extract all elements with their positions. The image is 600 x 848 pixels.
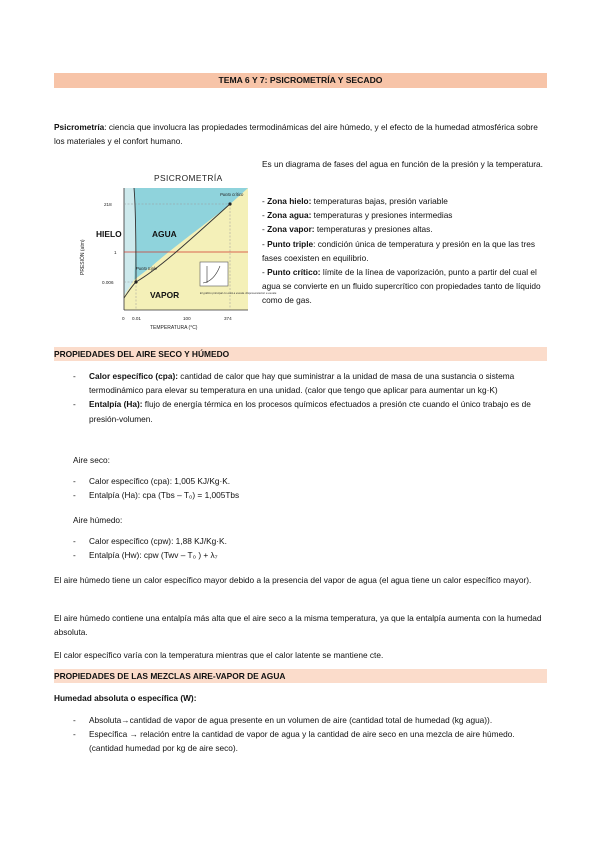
inset-note: El gráfico principal no está a escala. Representación a escala [200,291,277,295]
humid-air-item: - Entalpía (Hw): cpw (Twv – T₀ ) + λ₇ [73,548,543,562]
phase-item-triple: - Punto triple: condición única de temperatura y presión en la que las tres fases coexisten en equilibrio. [262,238,536,263]
paragraph-3: El calor específico varía con la temperatura mientras que el calor latente se mantiene cte. [54,650,384,660]
paragraph-2: El aire húmedo contiene una entalpía más alta que el aire seco a la misma temperatura, ya que la entalpía aumenta con la humedad absoluta. [54,613,542,638]
intro-paragraph [54,120,549,148]
y-axis-label: PRESIÓN (atm) [80,239,86,275]
section2-subheading: Humedad absoluta o específica (W): [54,693,197,703]
x-axis-label: TEMPERATURA (°C) [150,325,198,331]
section1-heading: PROPIEDADES DEL AIRE SECO Y HÚMEDO [54,347,547,361]
phase-list [262,194,549,308]
item-calor-especifico: - Calor específico (cpa): cantidad de calor que hay que suministrar a la unidad de masa de una sustancia o sistema termodinámico para elevar su temperatura en una unidad. (calor que tengo que aplicar para aumentar un kg·K) [73,369,543,397]
x-tick-0: 0 [122,316,125,321]
x-tick-001: 0.01 [132,316,141,321]
humid-air-label: Aire húmedo: [73,515,123,525]
humid-air-list [73,534,543,562]
diagram-title: PSICROMETRÍA [154,173,223,183]
paragraph-1: El aire húmedo tiene un calor específico mayor debido a la presencia del vapor de agua (el agua tiene un calor específico mayor). [54,575,532,585]
dry-air-label: Aire seco: [73,455,110,465]
y-tick-218: 218 [104,202,112,207]
phase-item-vapor: - Zona vapor: temperaturas y presiones altas. [262,224,433,235]
section1-list [73,369,543,426]
critical-point-label: Punto crítico [220,192,244,197]
phase-item-water: - Zona agua: temperaturas y presiones intermedias [262,210,453,221]
phase-item-ice: - Zona hielo: temperaturas bajas, presión variable [262,196,448,206]
humid-air-item: - Calor específico (cpw): 1,88 KJ/Kg·K. [73,534,543,548]
y-tick-0006: 0.006 [102,280,114,285]
critical-point-marker [228,202,231,205]
region-label-water: AGUA [152,229,177,239]
humidity-item-specific: - Específica → relación entre la cantidad de vapor de agua y la cantidad de aire seco en una mezcla de aire húmedo. (cantidad humedad por kg de aire seco). [73,727,543,755]
phase-diagram [70,170,277,332]
humidity-item-absolute: - Absoluta→cantidad de vapor de agua presente en un volumen de aire (cantidad total de humedad (kg agua)). [73,713,543,727]
dry-air-item: - Entalpía (Ha): cpa (Tbs – T₀) = 1,005Tbs [73,488,543,502]
intro-term: Psicrometría [54,122,105,132]
section2-heading: PROPIEDADES DE LAS MEZCLAS AIRE-VAPOR DE AGUA [54,669,547,683]
phase-intro: Es un diagrama de fases del agua en función de la presión y la temperatura. [262,159,543,169]
inset-box [200,262,228,286]
intro-text: : ciencia que involucra las propiedades termodinámicas del aire húmedo, y el efecto de la humedad atmosférica sobre los materiales y el confort humano. [54,122,538,147]
page-title: TEMA 6 Y 7: PSICROMETRÍA Y SECADO [54,73,547,88]
item-entalpia: - Entalpía (Ha): flujo de energía térmica en los procesos químicos efectuados a presión cte cuando el único trabajo es de presión-volumen. [73,397,543,425]
dry-air-item: - Calor específico (cpa): 1,005 KJ/Kg·K. [73,474,543,488]
phase-item-critical: - Punto crítico: límite de la línea de vaporización, punto a partir del cual el agua se convierte en un fluido supercrítico con propiedades tanto de líquido como de gas. [262,267,541,306]
region-label-vapor: VAPOR [150,290,180,300]
triple-point-label: Punto triple [136,266,158,271]
y-tick-1: 1 [114,250,117,255]
triple-point-marker [134,280,137,283]
x-tick-374: 374 [224,316,232,321]
region-label-ice: HIELO [96,229,122,239]
section2-list [73,713,543,756]
dry-air-list [73,474,543,502]
x-tick-100: 100 [183,316,191,321]
